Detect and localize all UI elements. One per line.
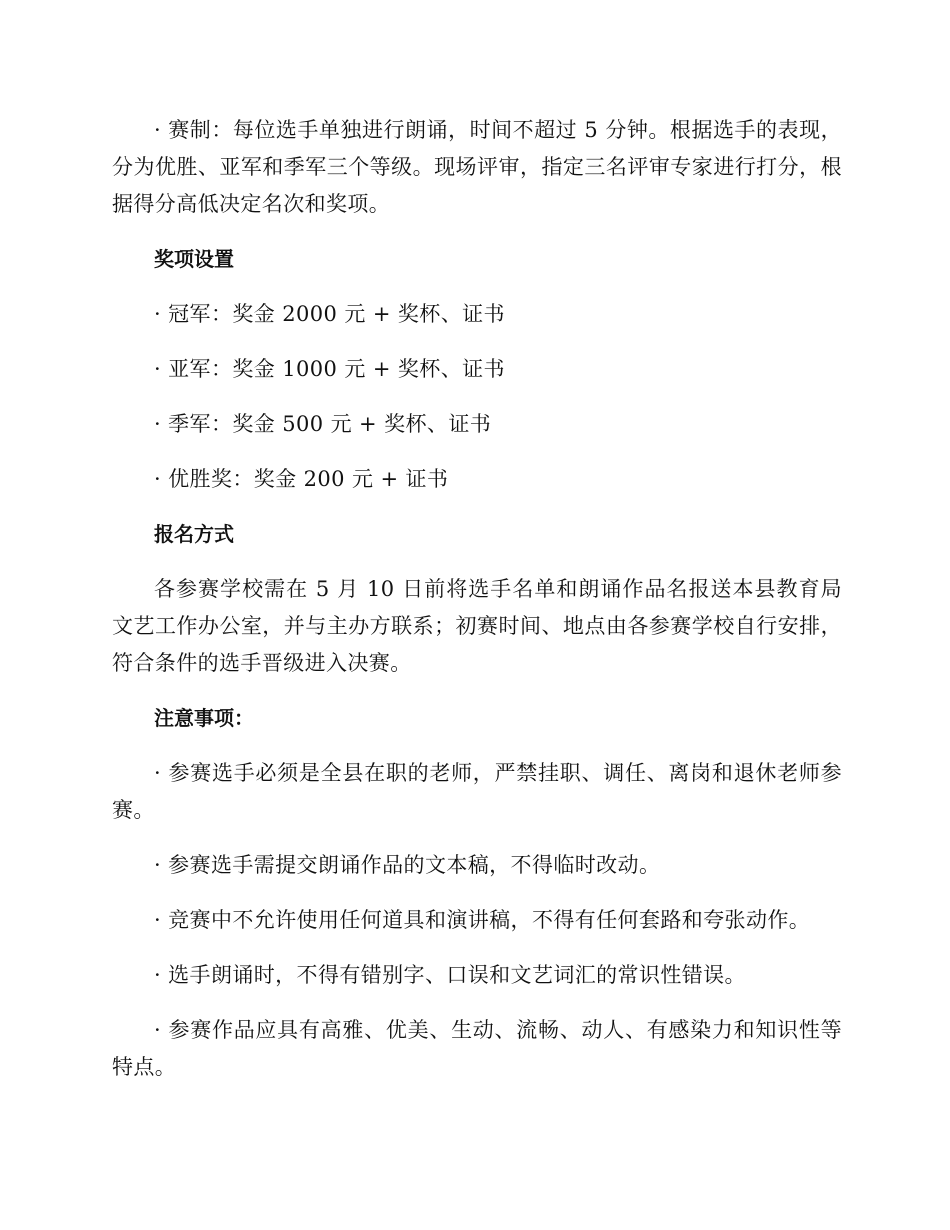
award-third-place-item: · 季军：奖金 500 元 + 奖杯、证书 [154, 412, 492, 436]
notes-heading: 注意事项： [154, 706, 254, 730]
award-runner-up-item: · 亚军：奖金 1000 元 + 奖杯、证书 [154, 357, 505, 381]
note-item-quality: · 参赛作品应具有高雅、优美、生动、流畅、动人、有感染力和知识性等特点。 [112, 1018, 842, 1079]
competition-format-paragraph: · 赛制：每位选手单独进行朗诵，时间不超过 5 分钟。根据选手的表现，分为优胜、亚军和季军三个等级。现场评审，指定三名评审专家进行打分，根据得分高低决定名次和奖项。 [112, 118, 842, 216]
note-item-errors: · 选手朗诵时，不得有错别字、口误和文艺词汇的常识性错误。 [154, 963, 746, 987]
registration-paragraph: 各参赛学校需在 5 月 10 日前将选手名单和朗诵作品名报送本县教育局文艺工作办公室，并与主办方联系；初赛时间、地点由各参赛学校自行安排，符合条件的选手晋级进入决赛。 [112, 577, 842, 675]
note-item-script: · 参赛选手需提交朗诵作品的文本稿，不得临时改动。 [154, 853, 661, 877]
registration-heading: 报名方式 [154, 522, 234, 546]
document-body [112, 112, 842, 1104]
award-champion-item: · 冠军：奖金 2000 元 + 奖杯、证书 [154, 302, 505, 326]
note-item-props: · 竞赛中不允许使用任何道具和演讲稿，不得有任何套路和夸张动作。 [154, 908, 811, 932]
note-item-eligibility: · 参赛选手必须是全县在职的老师，严禁挂职、调任、离岗和退休老师参赛。 [112, 761, 842, 822]
awards-heading: 奖项设置 [154, 247, 234, 271]
award-excellence-item: · 优胜奖：奖金 200 元 + 证书 [154, 467, 449, 491]
